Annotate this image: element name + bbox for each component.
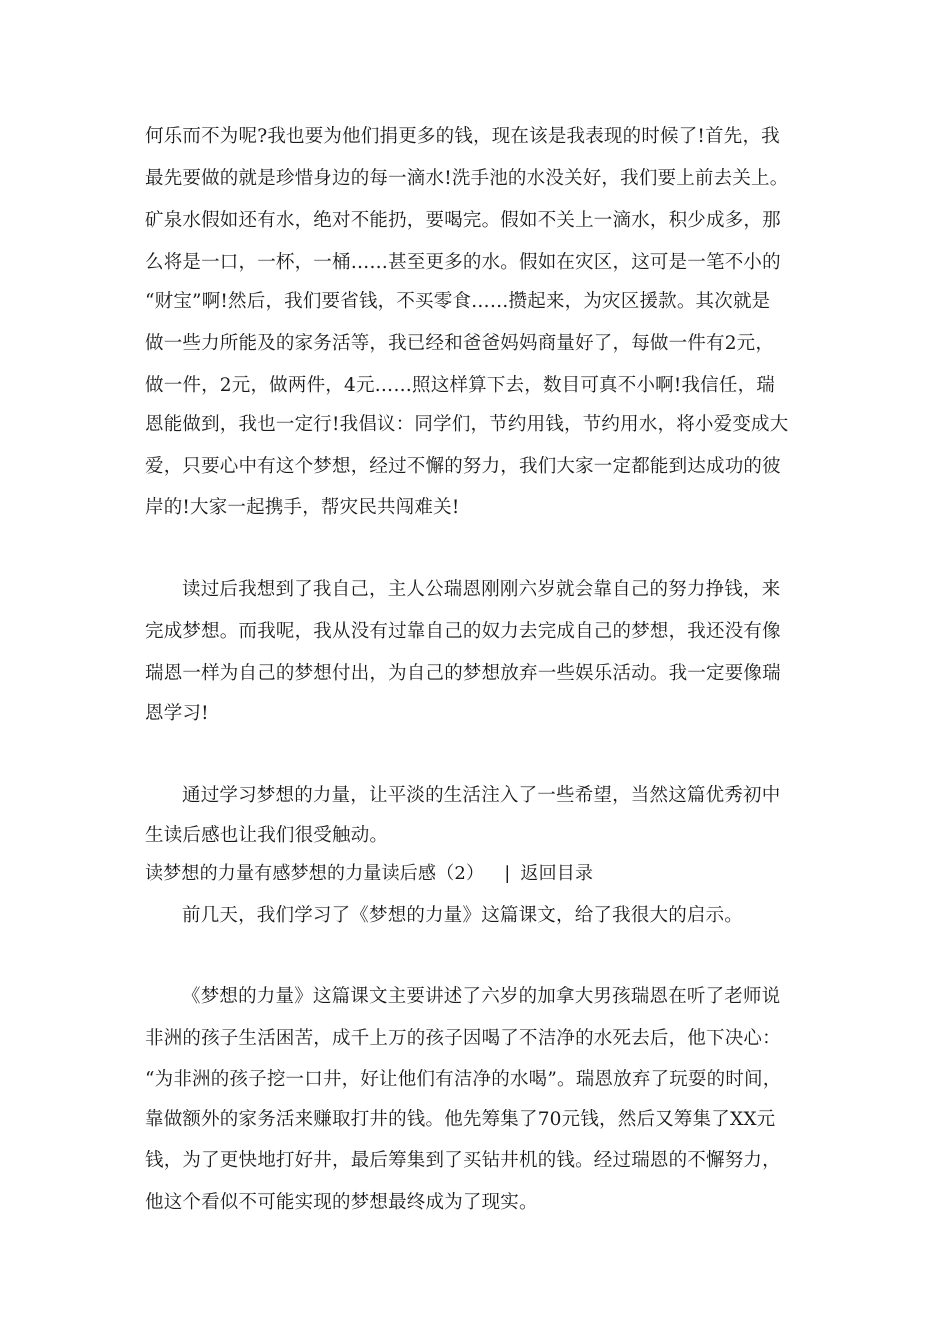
text-line: 何乐而不为呢?我也要为他们捐更多的钱，现在该是我表现的时候了!首先，我 [145, 126, 780, 147]
text-line: 完成梦想。而我呢，我从没有过靠自己的奴力去完成自己的梦想，我还没有像 [145, 621, 781, 642]
text-line: 恩能做到，我也一定行!我倡议：同学们，节约用钱，节约用水，将小爱变成大 [145, 414, 789, 435]
text-line: 恩学习! [145, 703, 209, 724]
text-line: 靠做额外的家务活来赚取打井的钱。他先筹集了70元钱，然后又筹集了XX元 [145, 1109, 776, 1130]
text-line: 他这个看似不可能实现的梦想最终成为了现实。 [145, 1192, 538, 1213]
section-title: 读梦想的力量有感梦想的力量读后感（2） [145, 863, 485, 884]
text-line: 《梦想的力量》这篇课文主要讲述了六岁的加拿大男孩瑞恩在听了老师说 [182, 986, 781, 1007]
text-line: 做一些力所能及的家务活等，我已经和爸爸妈妈商量好了，每做一件有2元， [145, 333, 775, 354]
heading-separator: | [504, 863, 511, 884]
text-line: 爱，只要心中有这个梦想，经过不懈的努力，我们大家一定都能到达成功的彼 [145, 456, 781, 477]
text-line: 钱，为了更快地打好井，最后筹集到了买钻井机的钱。经过瑞恩的不懈努力， [145, 1150, 781, 1171]
text-line: 做一件，2元，做两件，4元……照这样算下去，数目可真不小啊!我信任，瑞 [145, 375, 775, 396]
back-to-toc-link[interactable]: 返回目录 [520, 863, 594, 884]
text-line: 非洲的孩子生活困苦，成千上万的孩子因喝了不洁净的水死去后，他下决心： [145, 1028, 781, 1049]
text-line: 么将是一口，一杯，一桶……甚至更多的水。假如在灾区，这可是一笔不小的 [145, 252, 781, 273]
text-line: 矿泉水假如还有水，绝对不能扔，要喝完。假如不关上一滴水，积少成多，那 [145, 210, 781, 231]
text-line: 生读后感也让我们很受触动。 [145, 825, 389, 846]
text-line: 最先要做的就是珍惜身边的每一滴水!洗手池的水没关好，我们要上前去关上。 [145, 168, 789, 189]
text-line: “为非洲的孩子挖一口井，好让他们有洁净的水喝”。瑞恩放弃了玩耍的时间， [145, 1069, 782, 1090]
text-line: 前几天，我们学习了《梦想的力量》这篇课文，给了我很大的启示。 [182, 905, 744, 926]
text-line: 读过后我想到了我自己，主人公瑞恩刚刚六岁就会靠自己的努力挣钱，来 [182, 579, 781, 600]
text-line: 瑞恩一样为自己的梦想付出，为自己的梦想放弃一些娱乐活动。我一定要像瑞 [145, 663, 781, 684]
text-line: 岸的!大家一起携手，帮灾民共闯难关! [145, 497, 460, 518]
section-heading [145, 862, 593, 886]
text-line: 通过学习梦想的力量，让平淡的生活注入了一些希望，当然这篇优秀初中 [182, 785, 781, 806]
text-line: “财宝”啊!然后，我们要省钱，不买零食……攒起来，为灾区援款。其次就是 [145, 291, 771, 312]
